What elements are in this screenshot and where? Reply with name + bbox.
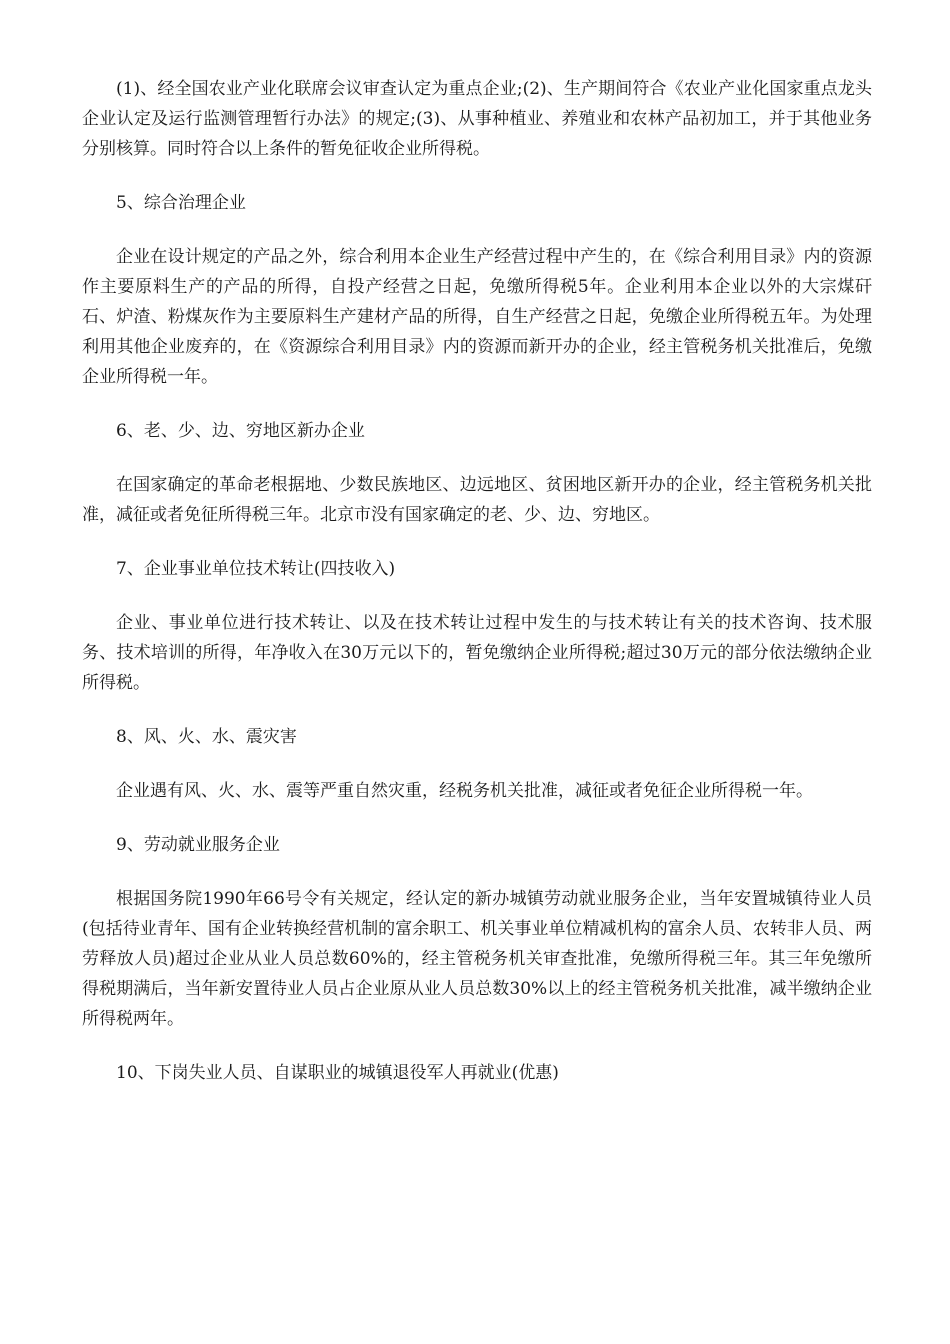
- heading-8: 8、风、火、水、震灾害: [116, 727, 297, 747]
- paragraph-7: 企业、事业单位进行技术转让、以及在技术转让过程中发生的与技术转让有关的技术咨询、技术服务、技术培训的所得，年净收入在30万元以下的，暂免缴纳企业所得税;超过30万元的部分依法缴纳企业所得税。: [82, 613, 872, 693]
- paragraph-6: 在国家确定的革命老根据地、少数民族地区、边远地区、贫困地区新开办的企业，经主管税务机关批准，减征或者免征所得税三年。北京市没有国家确定的老、少、边、穷地区。: [82, 475, 872, 525]
- paragraph-9: 根据国务院1990年66号令有关规定，经认定的新办城镇劳动就业服务企业，当年安置城镇待业人员(包括待业青年、国有企业转换经营机制的富余职工、机关事业单位精减机构的富余人员、农转非人员、两劳释放人员)超过企业从业人员总数60%的，经主管税务机关审查批准，免缴所得税三年。其三年免缴所得税期满后，当年新安置待业人员占企业原从业人员总数30%以上的经主管税务机关批准，减半缴纳企业所得税两年。: [82, 889, 872, 1029]
- heading-5: 5、综合治理企业: [116, 193, 246, 213]
- document-body: [82, 74, 872, 1088]
- heading-9: 9、劳动就业服务企业: [116, 835, 280, 855]
- paragraph-5: 企业在设计规定的产品之外，综合利用本企业生产经营过程中产生的，在《综合利用目录》内的资源作主要原料生产的产品的所得，自投产经营之日起，免缴所得税5年。企业利用本企业以外的大宗煤矸石、炉渣、粉煤灰作为主要原料生产建材产品的所得，自生产经营之日起，免缴企业所得税五年。为处理利用其他企业废弃的，在《资源综合利用目录》内的资源而新开办的企业，经主管税务机关批准后，免缴企业所得税一年。: [82, 247, 872, 387]
- paragraph-8: 企业遇有风、火、水、震等严重自然灾重，经税务机关批准，减征或者免征企业所得税一年。: [116, 781, 813, 801]
- heading-6: 6、老、少、边、穷地区新办企业: [116, 421, 365, 441]
- heading-7: 7、企业事业单位技术转让(四技收入): [116, 559, 396, 579]
- paragraph-longtou-conditions: (1)、经全国农业产业化联席会议审查认定为重点企业;(2)、生产期间符合《农业产业化国家重点龙头企业认定及运行监测管理暂行办法》的规定;(3)、从事种植业、养殖业和农林产品初加工，并于其他业务分别核算。同时符合以上条件的暂免征收企业所得税。: [82, 79, 872, 159]
- heading-10: 10、下岗失业人员、自谋职业的城镇退役军人再就业(优惠): [116, 1063, 559, 1083]
